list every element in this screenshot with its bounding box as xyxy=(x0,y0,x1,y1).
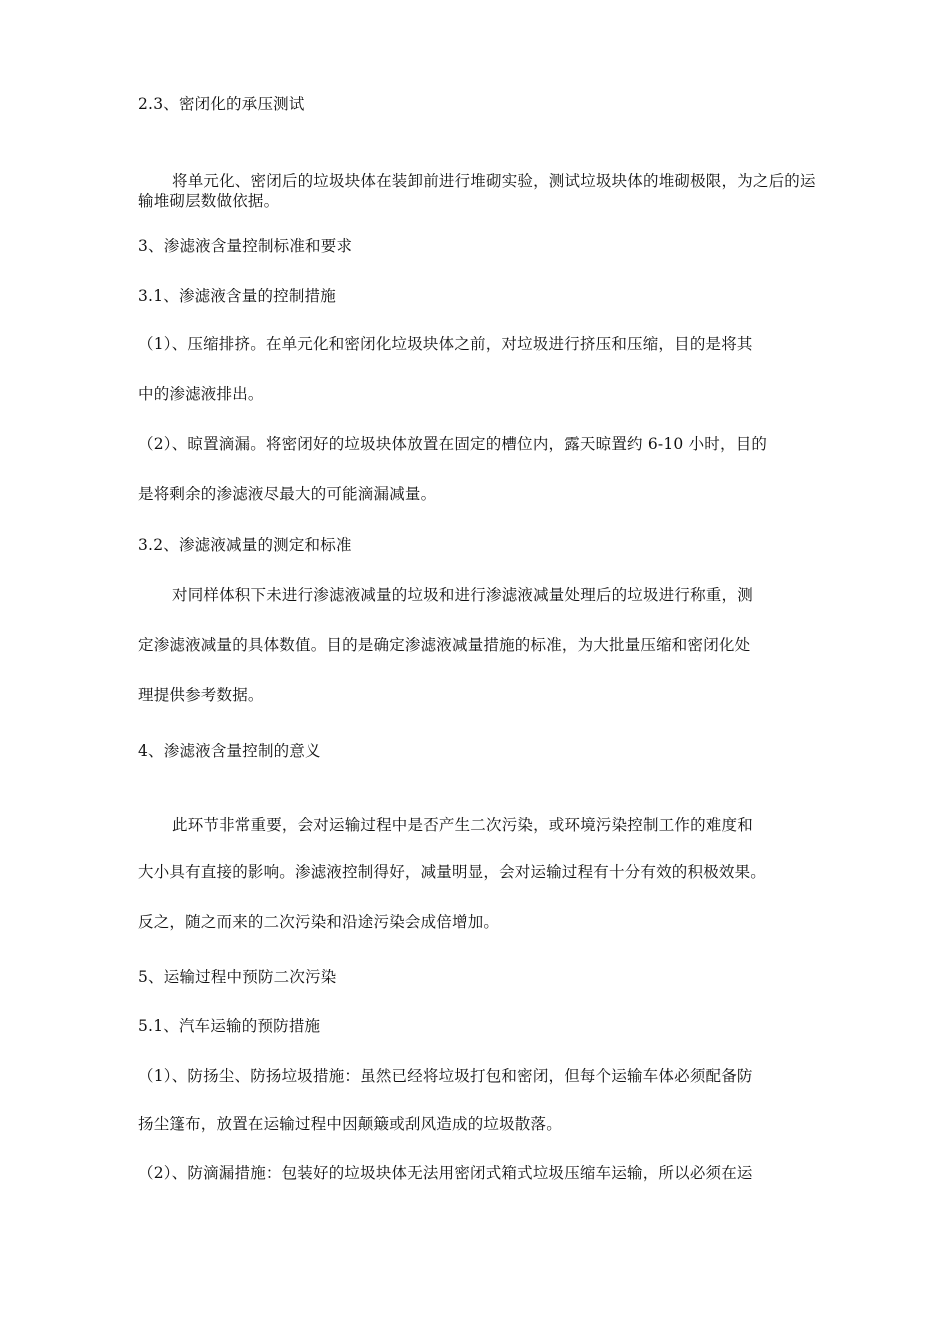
heading-3-2: 3.2、渗滤液减量的测定和标准 xyxy=(138,536,352,554)
paragraph-3-1-1-line-2: 中的渗滤液排出。 xyxy=(138,385,264,403)
heading-3: 3、渗滤液含量控制标准和要求 xyxy=(138,237,353,255)
paragraph-2-3: 将单元化、密闭后的垃圾块体在装卸前进行堆砌实验，测试垃圾块体的堆砌极限，为之后的运输堆砌层数做依据。 xyxy=(138,172,816,210)
paragraph-3-1-2-line-2: 是将剩余的渗滤液尽最大的可能滴漏减量。 xyxy=(138,485,437,503)
paragraph-3-2-line-3: 理提供参考数据。 xyxy=(138,686,264,704)
heading-3-1: 3.1、渗滤液含量的控制措施 xyxy=(138,287,336,305)
paragraph-3-2-line-2: 定渗滤液减量的具体数值。目的是确定渗滤液减量措施的标准，为大批量压缩和密闭化处 xyxy=(138,636,751,654)
paragraph-3-1-1-line-1: （1）、压缩排挤。在单元化和密闭化垃圾块体之前，对垃圾进行挤压和压缩，目的是将其 xyxy=(138,335,753,353)
heading-2-3: 2.3、密闭化的承压测试 xyxy=(138,95,305,113)
paragraph-5-1-2-line-1: （2）、防滴漏措施：包装好的垃圾块体无法用密闭式箱式垃圾压缩车运输，所以必须在运 xyxy=(138,1164,753,1182)
paragraph-4-line-2: 大小具有直接的影响。渗滤液控制得好，减量明显，会对运输过程有十分有效的积极效果。 xyxy=(138,863,767,881)
paragraph-4-line-3: 反之，随之而来的二次污染和沿途污染会成倍增加。 xyxy=(138,913,500,931)
paragraph-5-1-1-line-2: 扬尘篷布，放置在运输过程中因颠簸或刮风造成的垃圾散落。 xyxy=(138,1115,562,1133)
heading-5-1: 5.1、汽车运输的预防措施 xyxy=(138,1017,321,1035)
paragraph-3-1-2-line-1: （2）、晾置滴漏。将密闭好的垃圾块体放置在固定的槽位内，露天晾置约 6-10 小时，目的 xyxy=(138,435,768,453)
paragraph-5-1-1-line-1: （1）、防扬尘、防扬垃圾措施：虽然已经将垃圾打包和密闭，但每个运输车体必须配备防 xyxy=(138,1067,753,1085)
heading-5: 5、运输过程中预防二次污染 xyxy=(138,968,337,986)
heading-4: 4、渗滤液含量控制的意义 xyxy=(138,742,321,760)
paragraph-4-line-1: 此环节非常重要，会对运输过程中是否产生二次污染，或环境污染控制工作的难度和 xyxy=(172,816,753,834)
paragraph-3-2-line-1: 对同样体积下未进行渗滤液减量的垃圾和进行渗滤液减量处理后的垃圾进行称重，测 xyxy=(172,586,753,604)
